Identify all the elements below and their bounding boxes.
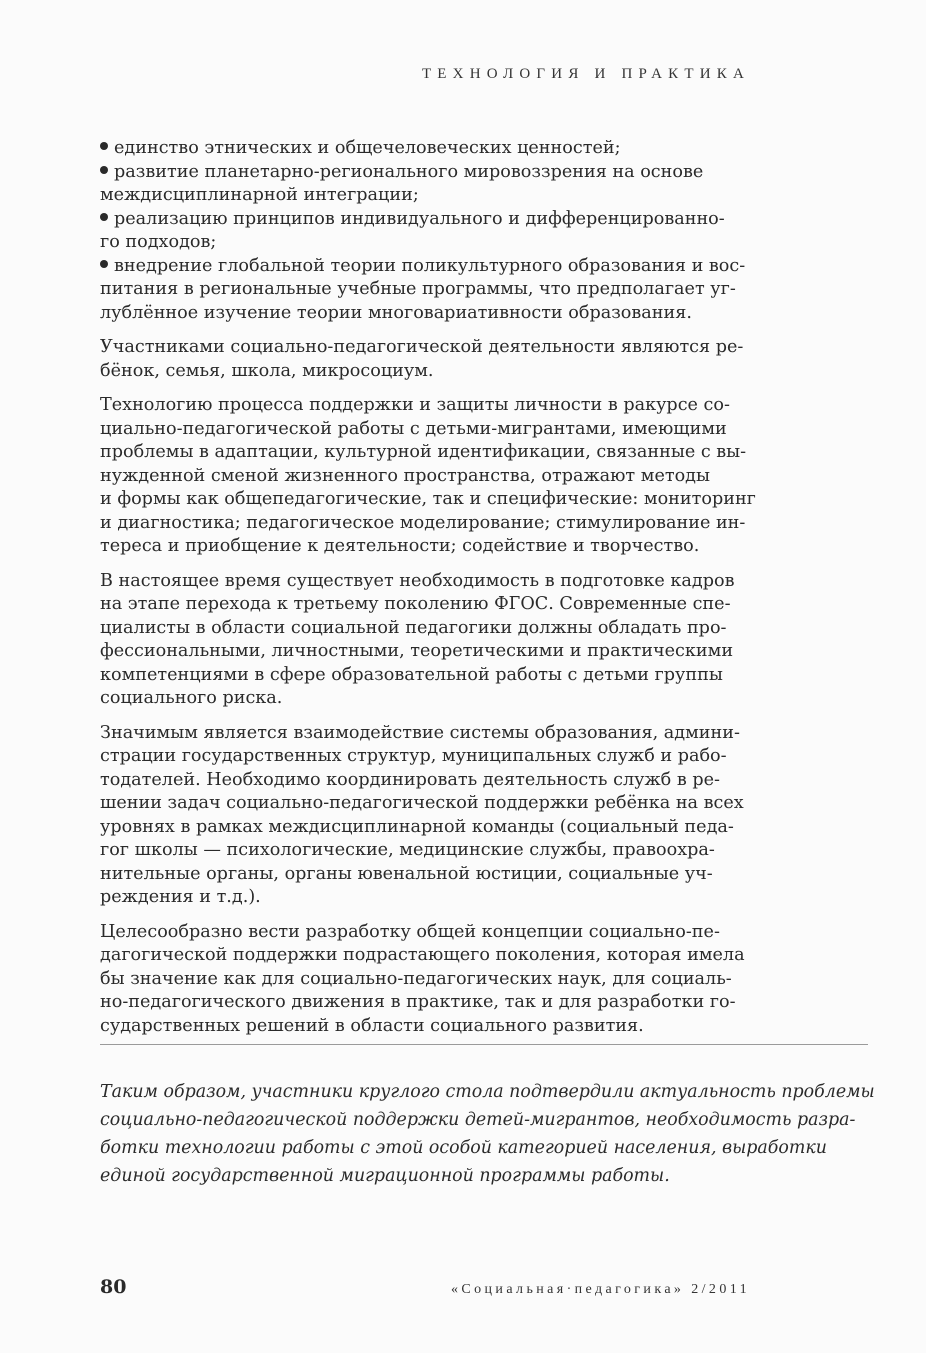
conclusion-text: Таким образом, участники круглого стола подтвердили актуальность проблемы социально-педагогической поддержки детей-мигрантов, необходимость разра- ботки технологии работы с этой особой категорией населения, выработки единой государственной миграционной программы работы. — [100, 1082, 875, 1186]
paragraph-interaction: Значимым является взаимодействие системы образования, админи- страции государственных структур, муниципальных служб и рабо- тодателей. Необходимо координировать деятельность служб в ре- шении задач социально-педагогической поддержки ребёнка на всех уровнях в рамках междисциплинарной команды (социальный педа- гог школы — психологические, медицинские службы, правоохра- нительные органы, органы ювенальной юстиции, социальные уч- реждения и т.д.). — [100, 722, 744, 907]
page-number: 80 — [100, 1276, 127, 1298]
list-item: внедрение глобальной теории поликультурного образования и вос- питания в региональные учебные программы, что предполагает уг- лублённое изучение теории многовариативности образования. — [100, 255, 746, 323]
paragraph-technology: Технологию процесса поддержки и защиты личности в ракурсе со- циально-педагогической работы с детьми-мигрантами, имеющими проблемы в адаптации, культурной идентификации, связанные с вы- нужденной сменой жизненного пространства, отражают методы и формы как общепедагогические, так и специфические: мониторинг и диагностика; педагогическое моделирование; стимулирование ин- тереса и приобщение к деятельности; содействие и творчество. — [100, 395, 756, 556]
bullet-icon — [100, 213, 108, 221]
main-text — [100, 137, 756, 1038]
paragraph-staff-training: В настоящее время существует необходимость в подготовке кадров на этапе перехода к третьему поколению ФГОС. Современные спе- циалисты в области социальной педагогики должны обладать про- фессиональными, личностными, теоретическими и практическими компетенциями в сфере образовательной работы с детьми группы социального риска. — [100, 570, 735, 708]
list-item: реализацию принципов индивидуального и дифференцированно- го подходов; — [100, 208, 725, 252]
bullet-icon — [100, 260, 108, 268]
running-header: ТЕХНОЛОГИЯ И ПРАКТИКА — [421, 66, 750, 82]
bullet-icon — [100, 142, 108, 150]
journal-title: «Социальная·педагогика» 2/2011 — [451, 1282, 750, 1297]
section-divider — [100, 1044, 868, 1045]
bullet-icon — [100, 166, 108, 174]
list-item: единство этнических и общечеловеческих ценностей; — [100, 137, 750, 161]
paragraph-concept: Целесообразно вести разработку общей концепции социально-пе- дагогической поддержки подрастающего поколения, которая имела бы значение как для социально-педагогических наук, для социаль- но-педагогического движения в практике, так и для разработки го- сударственных решений в области социального развития. — [100, 921, 745, 1036]
paragraph-participants: Участниками социально-педагогической деятельности являются ре- бёнок, семья, школа, микросоциум. — [100, 337, 744, 381]
bullet-list — [100, 137, 750, 325]
list-item: развитие планетарно-регионального мировоззрения на основе междисциплинарной интеграции; — [100, 161, 704, 205]
